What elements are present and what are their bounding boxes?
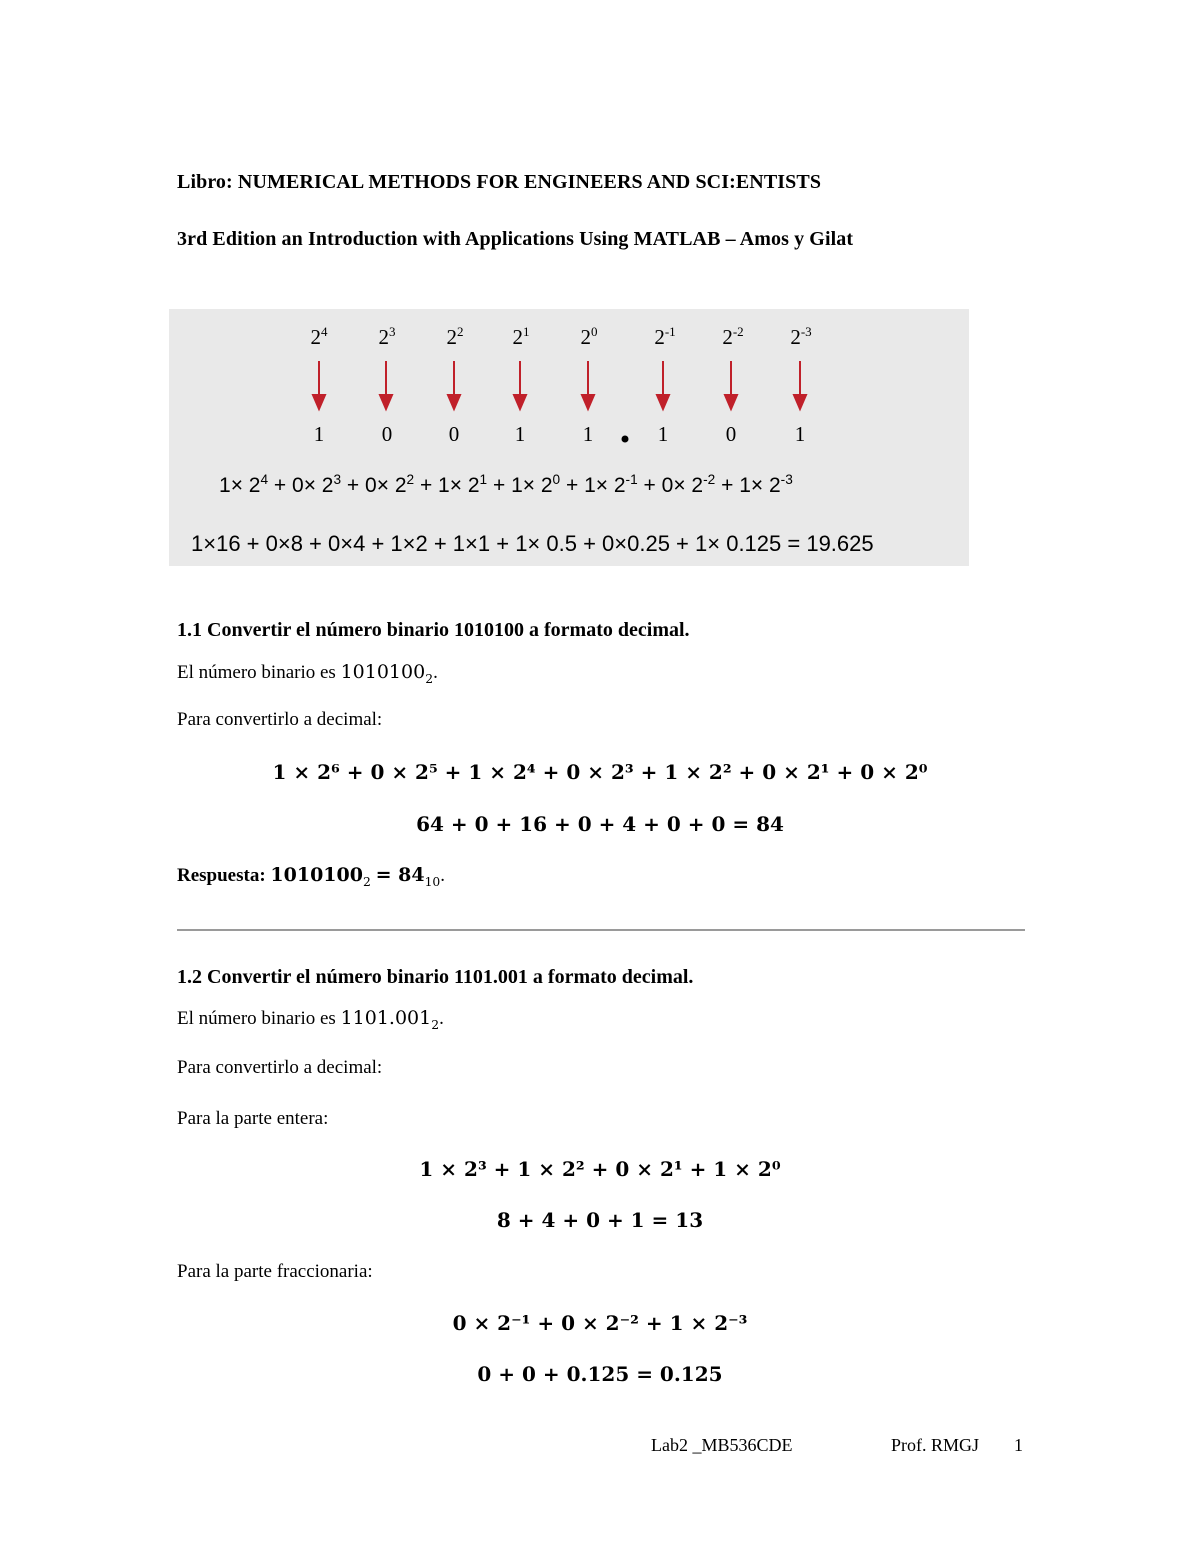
- section-1-step-label: Para convertirlo a decimal:: [177, 709, 383, 730]
- power-label: $2^4$: [310, 324, 328, 349]
- arrowhead-icon: [448, 395, 460, 409]
- arrowhead-icon: [380, 395, 392, 409]
- bit-digit: 0: [448, 422, 460, 446]
- section-1-sum: 64 + 0 + 16 + 0 + 4 + 0 + 0 = 84: [416, 812, 784, 836]
- arrowhead-icon: [657, 395, 669, 409]
- integer-expansion: 1 × 2³ + 1 × 2² + 0 × 2¹ + 1 × 2⁰: [419, 1157, 781, 1181]
- power-label: $2^{-2}$: [722, 324, 744, 349]
- power-label: $2^1$: [512, 324, 530, 349]
- section-2-step-label: Para convertirlo a decimal:: [177, 1057, 383, 1078]
- arrowhead-icon: [794, 395, 806, 409]
- arrowhead-icon: [514, 395, 526, 409]
- bit-digit: 1: [794, 422, 806, 446]
- bit-digit: 1: [514, 422, 526, 446]
- binary-point-dot: [622, 436, 629, 443]
- fraction-expansion: 0 × 2⁻¹ + 0 × 2⁻² + 1 × 2⁻³: [452, 1311, 748, 1335]
- book-subtitle: 3rd Edition an Introduction with Applications Using MATLAB – Amos y Gilat: [177, 228, 854, 250]
- arrowhead-icon: [725, 395, 737, 409]
- section-1-answer: Respuesta: $1010100_2 = 84_{10}$.: [177, 864, 446, 889]
- integer-part-label: Para la parte entera:: [177, 1108, 329, 1129]
- expansion-line: $1\times 2^4 + 0\times 2^3 + 0\times 2^2 + 1\times 2^1 + 1\times 2^0 + 1\times 2^{-1} + 0\times 2^{-2} + 1\times 2^{-3}$: [219, 472, 793, 497]
- power-label: $2^3$: [378, 324, 396, 349]
- sum-line: 1×16 + 0×8 + 0×4 + 1×2 + 1×1 + 1× 0.5 + 0×0.25 + 1× 0.125 = 19.625: [191, 531, 874, 556]
- section-1-intro: El número binario es $1010100_2$.: [177, 661, 438, 686]
- section-divider: [177, 929, 1025, 931]
- footer-course: Lab2 _MB536CDE: [651, 1435, 793, 1455]
- arrowhead-icon: [313, 395, 325, 409]
- footer-professor: Prof. RMGJ: [891, 1435, 980, 1455]
- bit-digit: 0: [381, 422, 393, 446]
- power-label: $2^0$: [580, 324, 598, 349]
- arrowhead-icon: [582, 395, 594, 409]
- bit-digit: 1: [657, 422, 669, 446]
- power-label: $2^2$: [446, 324, 464, 349]
- page-number: 1: [1014, 1435, 1023, 1455]
- bit-digit: 0: [725, 422, 737, 446]
- section-2-heading: 1.2 Convertir el número binario 1101.001 a formato decimal.: [177, 966, 694, 988]
- section-1-expansion: 1 × 2⁶ + 0 × 2⁵ + 1 × 2⁴ + 0 × 2³ + 1 × 2² + 0 × 2¹ + 0 × 2⁰: [272, 760, 928, 784]
- power-label: $2^{-3}$: [790, 324, 812, 349]
- bit-digit: 1: [313, 422, 325, 446]
- fraction-part-label: Para la parte fraccionaria:: [177, 1261, 373, 1282]
- fraction-sum: 0 + 0 + 0.125 = 0.125: [477, 1362, 723, 1386]
- section-1-heading: 1.1 Convertir el número binario 1010100 a formato decimal.: [177, 619, 690, 641]
- power-label: $2^{-1}$: [654, 324, 676, 349]
- binary-positional-figure: [169, 309, 969, 566]
- section-2-intro: El número binario es $1101.001_2$.: [177, 1007, 444, 1032]
- integer-sum: 8 + 4 + 0 + 1 = 13: [496, 1208, 704, 1232]
- bit-digit: 1: [582, 422, 594, 446]
- book-title: Libro: NUMERICAL METHODS FOR ENGINEERS AND SCI:ENTISTS: [177, 171, 822, 193]
